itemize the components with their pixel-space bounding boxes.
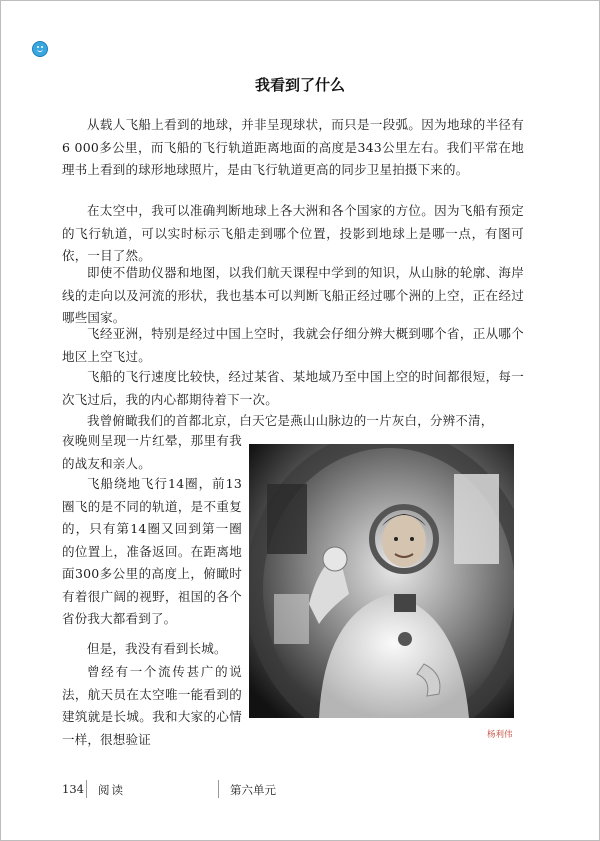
paragraph-6: 我曾俯瞰我们的首都北京，白天它是燕山山脉边的一片灰白，分辨不清， bbox=[87, 413, 494, 428]
footer-divider bbox=[86, 780, 87, 798]
paragraph-4: 飞经亚洲，特别是经过中国上空时，我就会仔细分辨大概到哪个省，正从哪个地区上空飞过。 bbox=[62, 326, 524, 364]
paragraph-9: 但是，我没有看到长城。 bbox=[87, 641, 227, 656]
paragraph-5: 飞船的飞行速度比较快，经过某省、某地域乃至中国上空的时间都很短，每一次飞过后，我的内心都期待着下一次。 bbox=[62, 369, 524, 407]
paragraph-2: 在太空中，我可以准确判断地球上各大洲和各个国家的方位。因为飞船有预定的飞行轨道，可以实时标示飞船走到哪个位置，投影到地球上是哪一点，有图可依，一目了然。 bbox=[62, 203, 524, 263]
paragraph-7: 夜晚则呈现一片红晕，那里有我的战友和亲人。 bbox=[62, 433, 242, 471]
footer-section: 阅读 bbox=[98, 783, 125, 797]
paragraph-1: 从载人飞船上看到的地球，并非呈现球状，而只是一段弧。因为地球的半径有6 000多公里，而飞船的飞行轨道距离地面的高度是343公里左右。我们平常在地理书上看到的球形地球照片，是由飞行轨道更高的同步卫星拍摄下来的。 bbox=[62, 117, 524, 177]
photo-caption: 杨利伟 bbox=[487, 730, 513, 740]
footer-unit: 第六单元 bbox=[230, 783, 276, 797]
astronaut-photo bbox=[249, 444, 514, 718]
page-number: 134 bbox=[62, 782, 84, 796]
paragraph-3: 即使不借助仪器和地图，以我们航天课程中学到的知识，从山脉的轮廓、海岸线的走向以及河流的形状，我也基本可以判断飞船正经过哪个洲的上空，正在经过哪些国家。 bbox=[62, 265, 524, 325]
footer-divider bbox=[218, 780, 219, 798]
paragraph-10: 曾经有一个流传甚广的说法，航天员在太空唯一能看到的建筑就是长城。我和大家的心情一样，很想验证 bbox=[62, 664, 242, 747]
smiley-icon bbox=[32, 41, 48, 57]
paragraph-8: 飞船绕地飞行14圈，前13圈飞的是不同的轨道，是不重复的，只有第14圈又回到第一圈的位置上，准备返回。在距离地面300多公里的高度上，俯瞰时有着很广阔的视野，祖国的各个省份我大都看到了。 bbox=[62, 476, 242, 626]
astronaut-illustration bbox=[249, 444, 514, 718]
page-title: 我看到了什么 bbox=[254, 76, 345, 94]
